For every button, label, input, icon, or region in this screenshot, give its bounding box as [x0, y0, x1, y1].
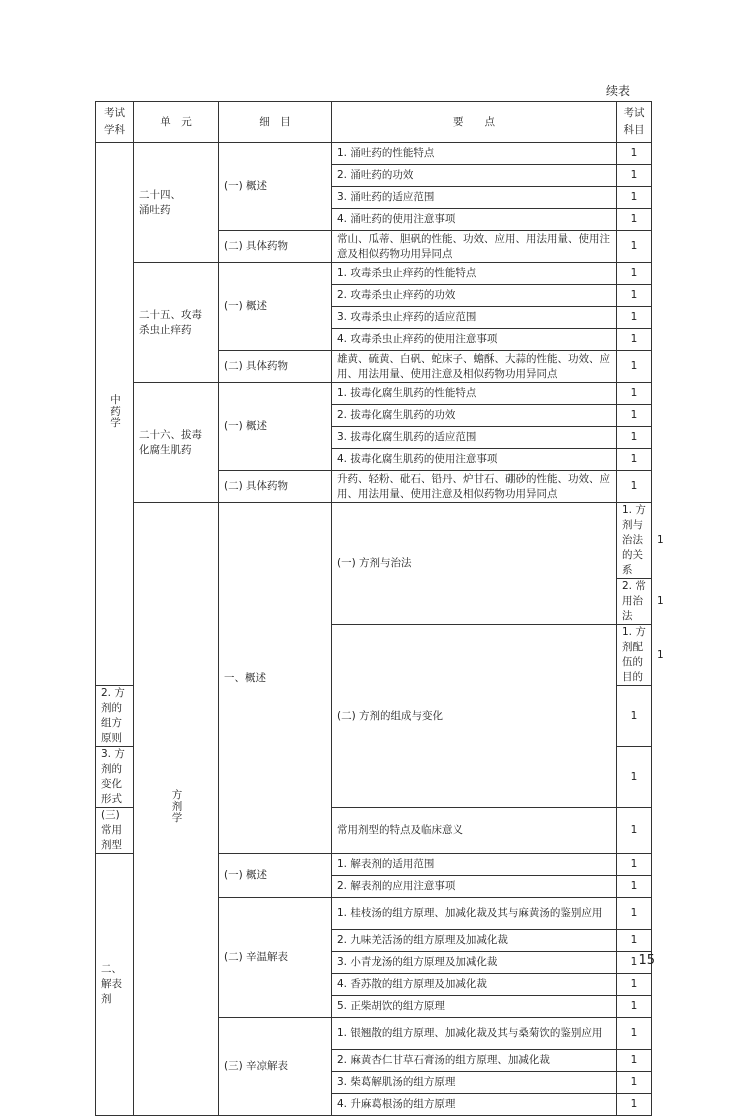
unit-cell: 二十五、攻毒 杀虫止痒药: [134, 263, 219, 383]
detail-cell: (一) 概述: [219, 854, 332, 898]
level-cell: 1: [617, 471, 652, 503]
table-row: 方剂学 一、概述 (一) 方剂与治法 1. 方剂与治法的关系 1: [96, 503, 652, 579]
detail-cell: (二) 辛温解表: [219, 898, 332, 1018]
page-number: 15: [638, 953, 655, 968]
level-cell: 1: [617, 285, 652, 307]
level-cell: 1: [617, 449, 652, 471]
detail-cell: (二) 具体药物: [219, 231, 332, 263]
point-cell: 3. 柴葛解肌汤的组方原理: [332, 1072, 617, 1094]
point-cell: 2. 九味羌活汤的组方原理及加减化裁: [332, 930, 617, 952]
point-cell: 2. 解表剂的应用注意事项: [332, 876, 617, 898]
point-cell: 2. 常用治法: [617, 579, 652, 625]
point-cell: 1. 涌吐药的性能特点: [332, 143, 617, 165]
detail-cell: (三) 常用剂型: [96, 808, 134, 854]
level-cell: 1: [617, 876, 652, 898]
subject-label: 中药学: [109, 394, 121, 429]
level-cell: 1: [617, 952, 652, 974]
header-subject: 考试 学科: [96, 102, 134, 143]
syllabus-table: [95, 101, 664, 1116]
point-cell: 2. 麻黄杏仁甘草石膏汤的组方原理、加减化裁: [332, 1050, 617, 1072]
header-level: 考试 科目: [617, 102, 652, 143]
level-cell: 1: [617, 209, 652, 231]
level-cell: 1: [617, 427, 652, 449]
point-cell: 3. 小青龙汤的组方原理及加减化裁: [332, 952, 617, 974]
level-cell: 1: [617, 187, 652, 209]
subject-cell: [96, 143, 134, 686]
level-cell: 1: [617, 351, 652, 383]
header-unit: 单 元: [134, 102, 219, 143]
point-cell: 2. 涌吐药的功效: [332, 165, 617, 187]
point-cell: 4. 升麻葛根汤的组方原理: [332, 1094, 617, 1116]
point-cell: 1. 攻毒杀虫止痒药的性能特点: [332, 263, 617, 285]
level-cell: 1: [617, 996, 652, 1018]
unit-cell: 一、概述: [219, 503, 332, 854]
subject-label: 方剂学: [170, 789, 183, 824]
point-cell: 1. 解表剂的适用范围: [332, 854, 617, 876]
point-cell: 5. 正柴胡饮的组方原理: [332, 996, 617, 1018]
point-cell: 雄黄、硫黄、白矾、蛇床子、蟾酥、大蒜的性能、功效、应用、用法用量、使用注意及相似药物功用异同点: [332, 351, 617, 383]
detail-cell: (一) 概述: [219, 383, 332, 471]
level-cell: 1: [617, 1072, 652, 1094]
subject-cell: [134, 503, 219, 1116]
level-cell: 1: [617, 854, 652, 876]
point-cell: 1. 银翘散的组方原理、加减化裁及其与桑菊饮的鉴别应用: [332, 1018, 617, 1050]
detail-cell: (一) 概述: [219, 263, 332, 351]
point-cell: 3. 方剂的变化形式: [96, 747, 134, 808]
level-cell: 1: [617, 974, 652, 996]
level-cell: 1: [617, 1018, 652, 1050]
header-points: 要 点: [332, 102, 617, 143]
header-detail: 细 目: [219, 102, 332, 143]
table-row: 2. 常用治法 1: [96, 579, 652, 625]
level-cell: 1: [617, 930, 652, 952]
level-cell: 1: [617, 747, 652, 808]
point-cell: 常用剂型的特点及临床意义: [332, 808, 617, 854]
table-row: [96, 143, 652, 165]
level-cell: 1: [617, 1050, 652, 1072]
level-cell: 1: [617, 405, 652, 427]
point-cell: 升药、轻粉、砒石、铅丹、炉甘石、硼砂的性能、功效、应用、用法用量、使用注意及相似药物功用异同点: [332, 471, 617, 503]
point-cell: 4. 香苏散的组方原理及加减化裁: [332, 974, 617, 996]
point-cell: 1. 方剂配伍的目的: [617, 625, 652, 686]
point-cell: 3. 涌吐药的适应范围: [332, 187, 617, 209]
level-cell: 1: [617, 143, 652, 165]
point-cell: 1. 拔毒化腐生肌药的性能特点: [332, 383, 617, 405]
continued-label: 续表: [605, 84, 630, 98]
point-cell: 1. 桂枝汤的组方原理、加减化裁及其与麻黄汤的鉴别应用: [332, 898, 617, 930]
point-cell: 4. 拔毒化腐生肌药的使用注意事项: [332, 449, 617, 471]
level-cell: 1: [617, 307, 652, 329]
point-cell: 3. 拔毒化腐生肌药的适应范围: [332, 427, 617, 449]
table-row: [96, 263, 652, 285]
point-cell: 2. 攻毒杀虫止痒药的功效: [332, 285, 617, 307]
table-header-row: [96, 102, 652, 143]
point-cell: 2. 方剂的组方原则: [96, 686, 134, 747]
level-cell: 1: [617, 165, 652, 187]
level-cell: 1: [617, 898, 652, 930]
point-cell: 3. 攻毒杀虫止痒药的适应范围: [332, 307, 617, 329]
level-cell: 1: [617, 329, 652, 351]
point-cell: 4. 涌吐药的使用注意事项: [332, 209, 617, 231]
unit-cell: 二十六、拔毒 化腐生肌药: [134, 383, 219, 503]
level-cell: 1: [617, 808, 652, 854]
unit-cell: 二十四、 涌吐药: [134, 143, 219, 263]
point-cell: 1. 方剂与治法的关系: [617, 503, 652, 579]
point-cell: 4. 攻毒杀虫止痒药的使用注意事项: [332, 329, 617, 351]
point-cell: 常山、瓜蒂、胆矾的性能、功效、应用、用法用量、使用注意及相似药物功用异同点: [332, 231, 617, 263]
detail-cell: (三) 辛凉解表: [219, 1018, 332, 1116]
detail-cell: (二) 具体药物: [219, 351, 332, 383]
detail-cell: (一) 方剂与治法: [332, 503, 617, 625]
point-cell: 2. 拔毒化腐生肌药的功效: [332, 405, 617, 427]
level-cell: 1: [617, 231, 652, 263]
table-row: [96, 383, 652, 405]
unit-cell: 二、解表剂: [96, 854, 134, 1116]
level-cell: 1: [617, 383, 652, 405]
table-row: (二) 方剂的组成与变化 1. 方剂配伍的目的 1: [96, 625, 652, 686]
detail-cell: (一) 概述: [219, 143, 332, 231]
level-cell: 1: [617, 1094, 652, 1116]
level-cell: 1: [617, 686, 652, 747]
detail-cell: (二) 方剂的组成与变化: [332, 625, 617, 808]
detail-cell: (二) 具体药物: [219, 471, 332, 503]
level-cell: 1: [617, 263, 652, 285]
